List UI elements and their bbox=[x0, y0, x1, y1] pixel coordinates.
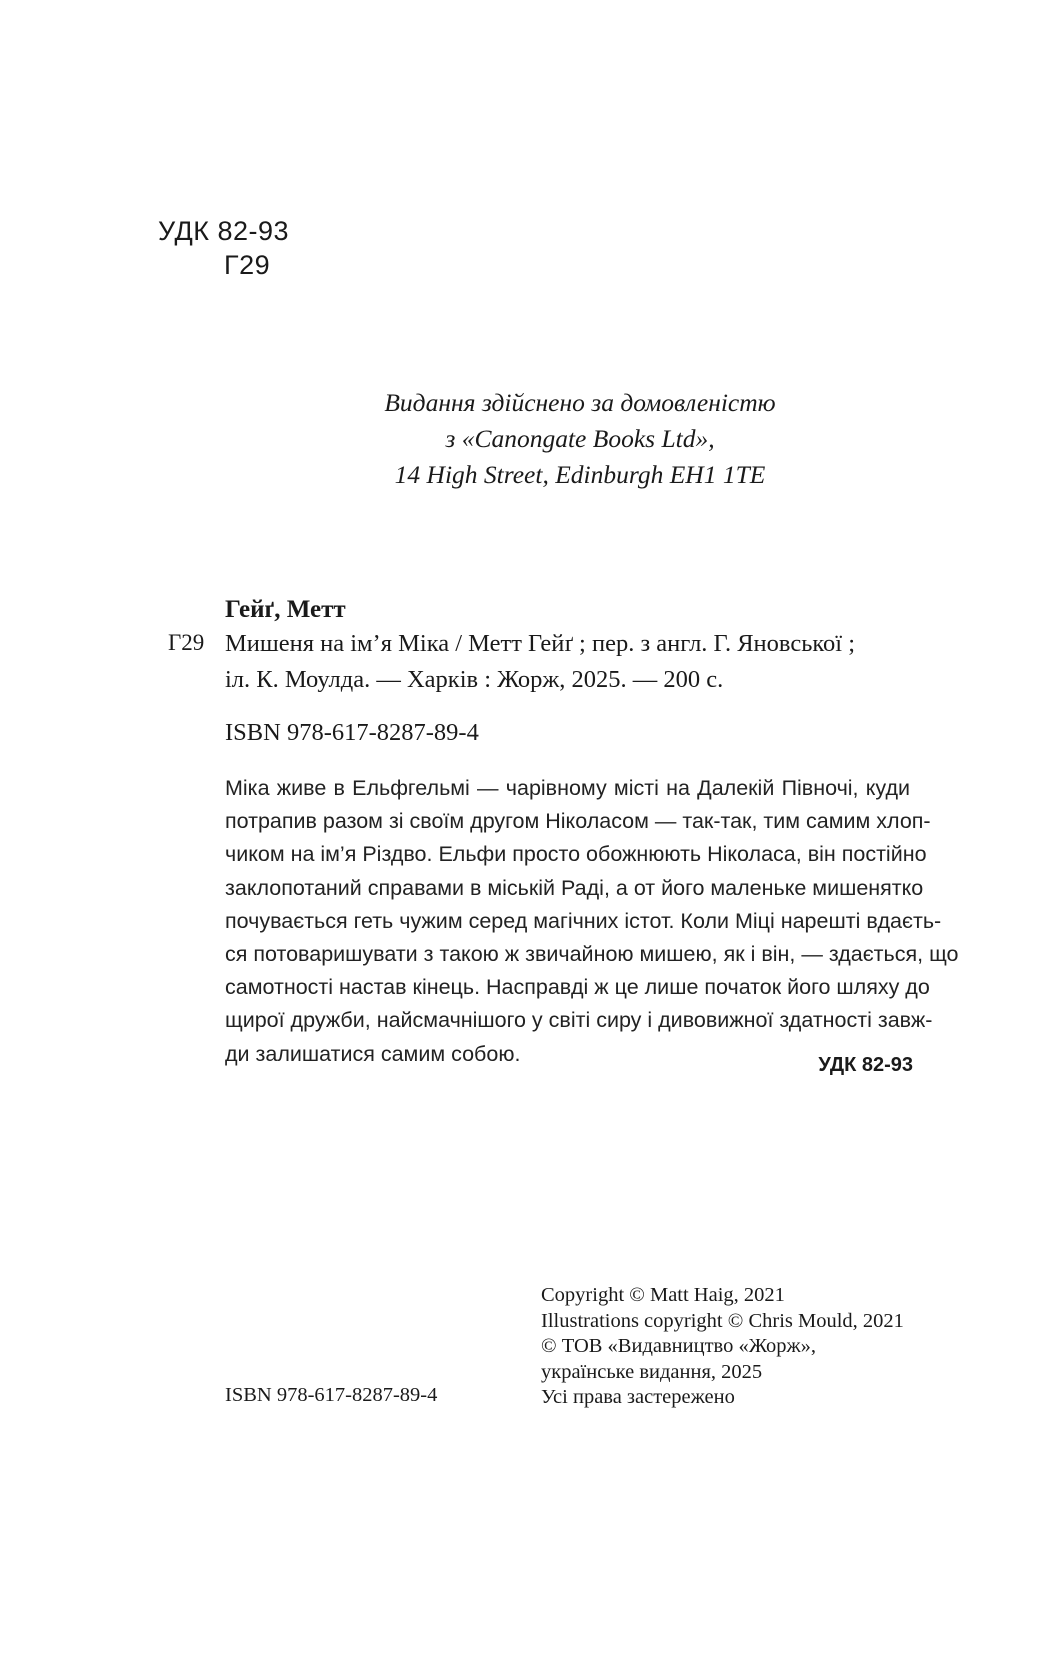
annotation-line: ди залишатися самим собою. bbox=[225, 1041, 521, 1066]
publication-agreement bbox=[270, 385, 890, 493]
annotation-line: чиком на ім’я Різдво. Ельфи просто обожнюють Ніколаса, він постійно bbox=[225, 842, 927, 867]
copyright-line: Усі права застережено bbox=[541, 1386, 735, 1408]
udk-cutter: Г29 bbox=[224, 250, 271, 280]
catalog-description bbox=[225, 626, 935, 698]
catalog-isbn: ISBN 978-617-8287-89-4 bbox=[225, 719, 479, 746]
copyright-line: © ТОВ «Видавництво «Жорж», bbox=[541, 1335, 817, 1357]
udk-code: 82-93 bbox=[217, 216, 290, 246]
description-line: Мишеня на ім’я Міка / Метт Гейґ ; пер. з англ. Г. Яновської ; bbox=[225, 630, 856, 657]
catalog-author: Гейґ, Метт bbox=[225, 596, 346, 623]
annotation-line: самотності настав кінець. Насправді ж це лише початок його шляху до bbox=[225, 975, 930, 1000]
agreement-line: з «Canongate Books Ltd», bbox=[445, 424, 715, 453]
agreement-line: 14 High Street, Edinburgh EH1 1TE bbox=[394, 460, 766, 489]
description-line: іл. К. Моулда. — Харків : Жорж, 2025. — 200 с. bbox=[225, 666, 724, 693]
copyright-line: українське видання, 2025 bbox=[541, 1360, 763, 1383]
copyright-line: Illustrations copyright © Chris Mould, 2021 bbox=[541, 1309, 904, 1332]
udk-label: УДК bbox=[158, 216, 210, 246]
annotation-udk: УДК 82-93 bbox=[818, 1054, 913, 1076]
annotation-line: щирої дружби, найсмачнішого у світі сиру і дивовижної здатності завж- bbox=[225, 1008, 933, 1033]
annotation-line: Міка живе в Ельфгельмі — чарівному місті на Далекій Півночі, куди bbox=[225, 776, 910, 800]
annotation-line: почувається геть чужим серед магічних істот. Коли Міці нарешті вдаєть- bbox=[225, 908, 942, 933]
book-annotation bbox=[225, 772, 959, 1071]
annotation-line: ся потоваришувати з такою ж звичайною мишею, як і він, — здається, що bbox=[225, 942, 959, 967]
catalog-cutter: Г29 bbox=[168, 630, 205, 655]
agreement-line: Видання здійснено за домовленістю bbox=[384, 388, 776, 417]
udk-header bbox=[158, 214, 289, 282]
copyright-line: Copyright © Matt Haig, 2021 bbox=[541, 1284, 785, 1306]
bottom-isbn: ISBN 978-617-8287-89-4 bbox=[225, 1384, 438, 1406]
annotation-line: заклопотаний справами в міській Раді, а от його маленьке мишенятко bbox=[225, 875, 924, 900]
annotation-line: потрапив разом зі своїм другом Ніколасом — так-так, тим самим хлоп- bbox=[225, 809, 931, 834]
copyright-block bbox=[541, 1283, 904, 1411]
